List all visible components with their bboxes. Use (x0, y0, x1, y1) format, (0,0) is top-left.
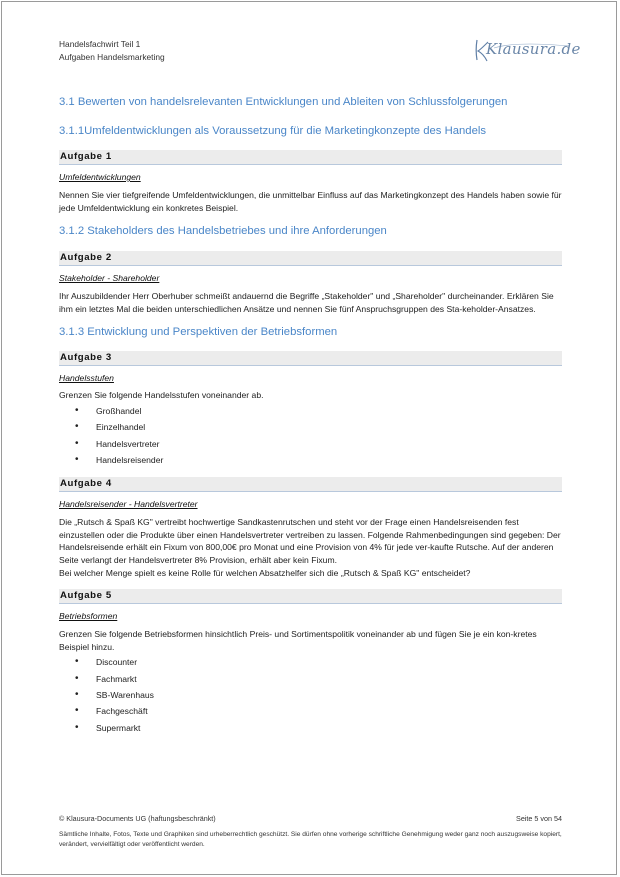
list-item: • SB-Warenhaus (59, 687, 562, 703)
task-header-4: Aufgabe 4 (59, 477, 562, 492)
section-heading-3-1-2: 3.1.2 Stakeholders des Handelsbetriebes und ihre Anforderungen (59, 225, 387, 238)
section-heading-3-1-1: 3.1.1Umfeldentwicklungen als Voraussetzung für die Marketingkonzepte des Handels (59, 125, 487, 137)
list-item: • Einzelhandel (59, 419, 562, 435)
section-heading-3-1: 3.1 Bewerten von handelsrelevanten Entwicklungen und Ableiten von Schlussfolgerungen (59, 96, 508, 108)
page-header (59, 38, 165, 64)
list-item: • Großhandel (59, 403, 562, 419)
page-footer (59, 814, 562, 824)
task-text-2: Ihr Auszubildender Herr Oberhuber schmeißt andauernd die Begriffe „Stakeholder" und „Shareholder" durcheinander. Erklären Sie ihm ein letztes Mal die beiden unterschiedlichen Ansätze und nennen Sie fünf Anspruchsgruppen des Sta-keholder-Ansatzes. (59, 291, 554, 314)
task-text-4: Die „Rutsch & Spaß KG" vertreibt hochwertige Sandkastenrutschen und steht vor der Frage einen Handelsreisenden fest einzustellen oder die Produkte über einen Handelsvertreter vertreiben zu lassen. Folgende Rahmenbedingungen sind gegeben: Der Handelsreisende erhält ein Fixum von 800,00€ pro Monat und eine Provision von 4% für jede ver-kaufte Rutsche. Auf der anderen Seite verlangt der Handelsvertreter 8% Provision, erhält aber kein Fixum. (59, 517, 561, 565)
task-text-1: Nennen Sie vier tiefgreifende Umfeldentwicklungen, die unmittelbar Einfluss auf das Marketingkonzept des Handels haben sowie für jede Umfeldentwicklung ein konkretes Beispiel. (59, 190, 562, 213)
logo-text: Klausura.de (486, 40, 581, 58)
task-subtitle-2: Stakeholder - Shareholder (59, 273, 160, 284)
list-item: • Handelsvertreter (59, 436, 562, 452)
task-question-4: Bei welcher Menge spielt es keine Rolle für welchen Absatzhelfer sich die „Rutsch & Spaß KG" entscheidet? (59, 567, 471, 578)
task-subtitle-3: Handelsstufen (59, 373, 114, 384)
header-topic: Aufgaben Handelsmarketing (59, 52, 165, 62)
list-item: • Supermarkt (59, 720, 562, 736)
list-item: • Fachmarkt (59, 671, 562, 687)
main-content (59, 95, 562, 736)
task-header-2: Aufgabe 2 (59, 251, 562, 266)
list-betriebsformen (59, 654, 562, 735)
section-heading-3-1-3: 3.1.3 Entwicklung und Perspektiven der Betriebsformen (59, 326, 338, 339)
task-subtitle-4: Handelsreisender - Handelsvertreter (59, 499, 198, 510)
task-header-5: Aufgabe 5 (59, 589, 562, 604)
list-item: • Handelsreisender (59, 452, 562, 468)
task-subtitle-1: Umfeldentwicklungen (59, 172, 141, 182)
list-item: • Discounter (59, 654, 562, 670)
list-handelsstufen (59, 403, 562, 468)
footer-notice: Sämtliche Inhalte, Fotos, Texte und Graphiken sind urheberrechtlich geschützt. Sie dürfen ohne vorherige schriftliche Genehmigung weder ganz noch auszugsweise kopiert, verändert, vervielfältigt oder veröffentlicht werden. (59, 831, 562, 848)
task-text-3: Grenzen Sie folgende Handelsstufen voneinander ab. (59, 390, 264, 401)
klausura-logo (474, 36, 581, 66)
task-header-3: Aufgabe 3 (59, 351, 562, 366)
task-subtitle-5: Betriebsformen (59, 611, 118, 622)
list-item: • Fachgeschäft (59, 703, 562, 719)
page-number: Seite 5 von 54 (516, 814, 562, 823)
header-course: Handelsfachwirt Teil 1 (59, 39, 141, 49)
task-header-1: Aufgabe 1 (59, 150, 562, 165)
footer-copyright: © Klausura-Documents UG (haftungsbeschränkt) (59, 814, 216, 823)
task-text-5: Grenzen Sie folgende Betriebsformen hinsichtlich Preis- und Sortimentspolitik voneinander ab und fügen Sie je ein kon-kretes Beispiel hinzu. (59, 629, 537, 652)
